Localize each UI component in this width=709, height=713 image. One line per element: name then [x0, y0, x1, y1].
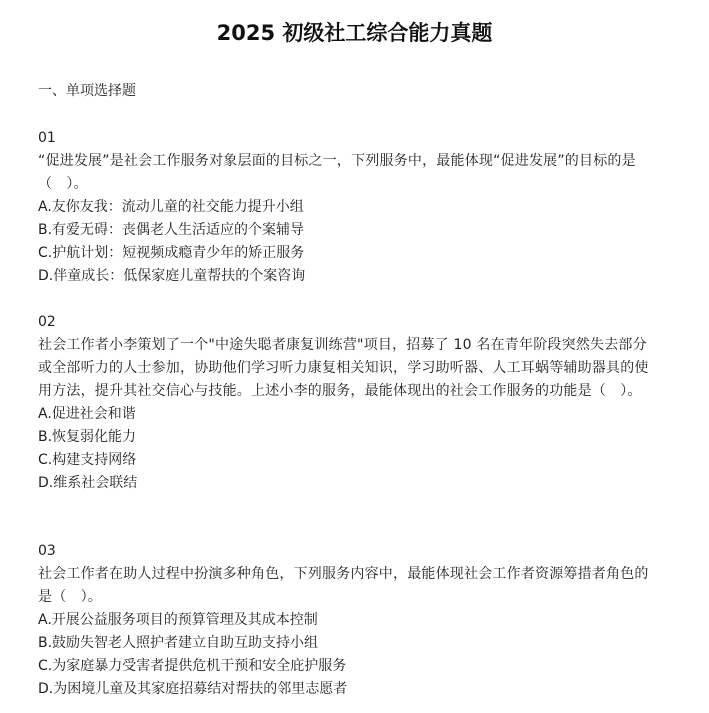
question-3	[38, 540, 653, 701]
section-heading: 一、单项选择题	[38, 83, 136, 99]
option-a: A.开展公益服务项目的预算管理及其成本控制	[38, 612, 318, 628]
option-b: B.鼓励失智老人照护者建立自助互助支持小组	[38, 635, 319, 651]
question-stem: 社会工作者小李策划了一个"中途失聪者康复训练营"项目，招募了 10 名在青年阶段突然失去部分或全部听力的人士参加，协助他们学习听力康复相关知识，学习助听器、人工耳蜗等辅助器具的使用方法，提升其社交信心与技能。上述小李的服务，最能体现出的社会工作服务的功能是（ ）。	[38, 337, 649, 399]
option-d: D.维系社会联结	[38, 475, 138, 491]
option-b: B.恢复弱化能力	[38, 429, 137, 445]
option-c: C.为家庭暴力受害者提供危机干预和安全庇护服务	[38, 658, 347, 674]
document-title: 2025 初级社工综合能力真题	[216, 21, 493, 45]
option-a: A.友你友我：流动儿童的社交能力提升小组	[38, 199, 304, 215]
option-a: A.促进社会和谐	[38, 406, 136, 422]
option-d: D.伴童成长：低保家庭儿童帮扶的个案咨询	[38, 268, 306, 284]
question-number: 01	[38, 130, 56, 146]
option-b: B.有爱无碍：丧偶老人生活适应的个案辅导	[38, 222, 305, 238]
question-stem: “促进发展”是社会工作服务对象层面的目标之一，下列服务中，最能体现“促进发展”的目标的是（ ）。	[38, 153, 636, 192]
question-2	[38, 311, 653, 495]
option-c: C.构建支持网络	[38, 452, 137, 468]
question-number: 02	[38, 314, 56, 330]
option-c: C.护航计划：短视频成瘾青少年的矫正服务	[38, 245, 305, 261]
option-d: D.为困境儿童及其家庭招募结对帮扶的邻里志愿者	[38, 681, 348, 697]
question-stem: 社会工作者在助人过程中扮演多种角色，下列服务内容中，最能体现社会工作者资源筹措者角色的是（ ）。	[38, 566, 649, 605]
question-number: 03	[38, 543, 56, 559]
question-1	[38, 127, 653, 288]
